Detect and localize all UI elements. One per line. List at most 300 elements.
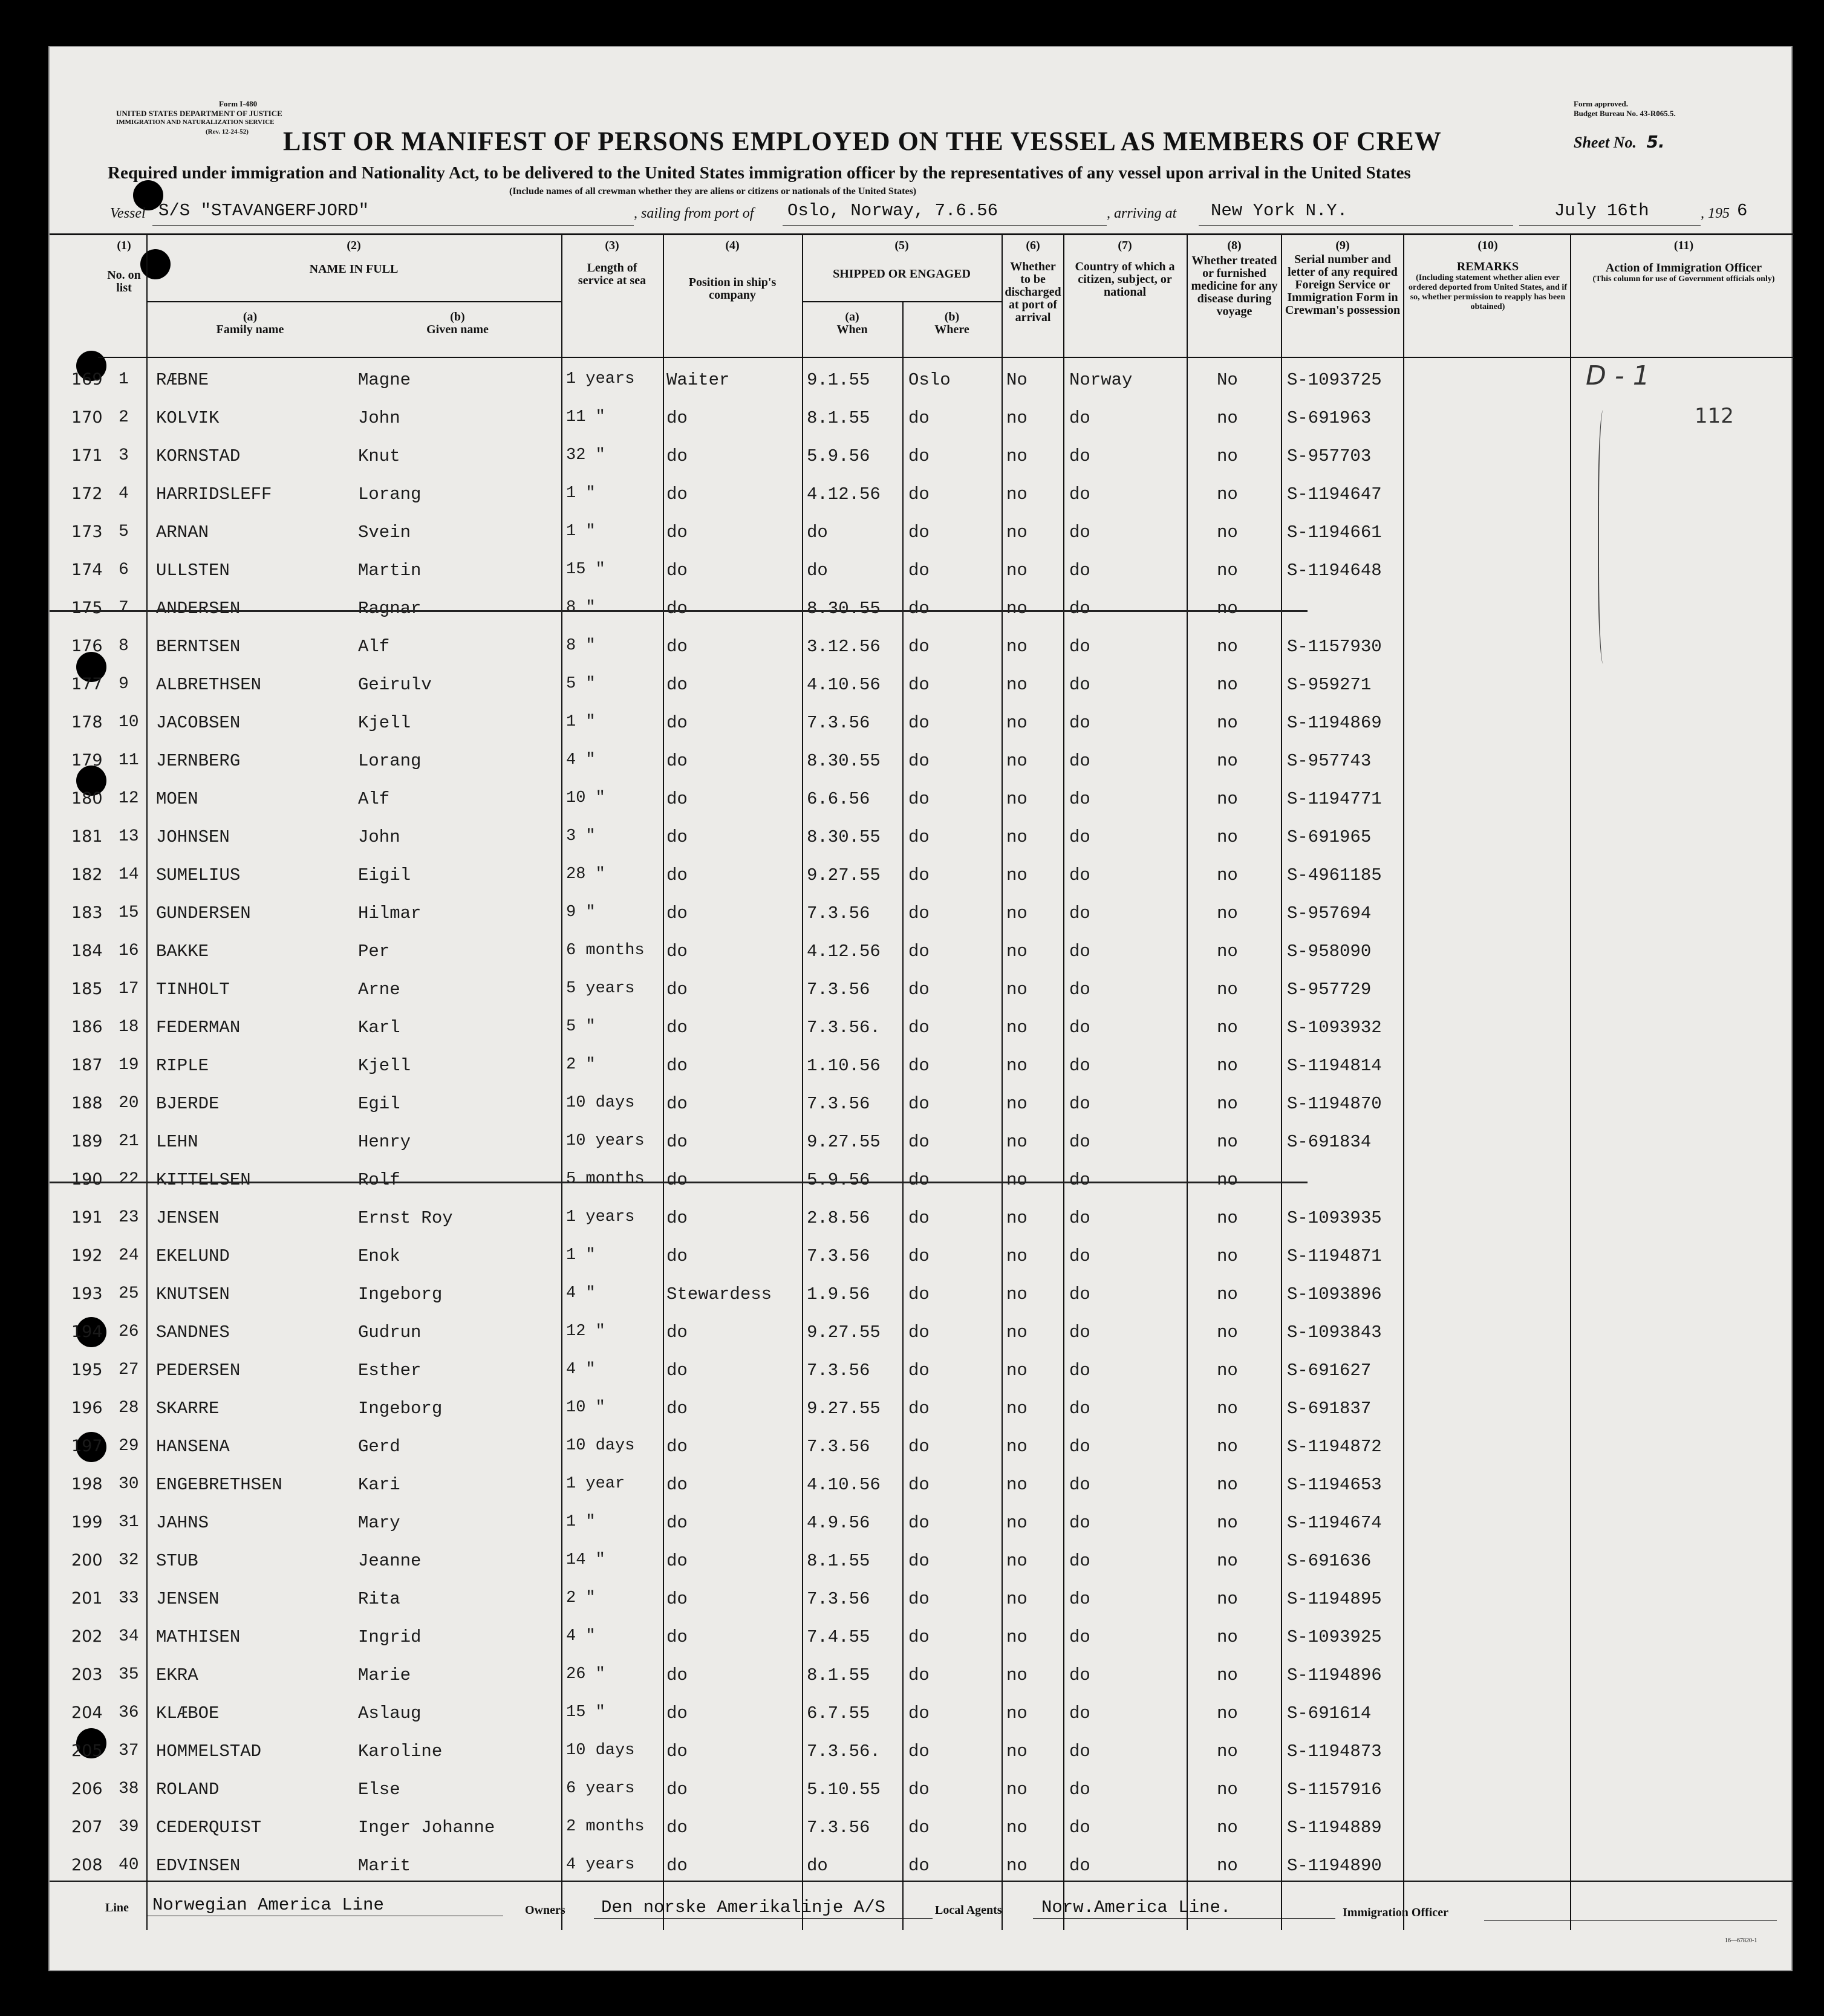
col5-header: SHIPPED OR ENGAGED <box>833 267 971 281</box>
position: do <box>666 1475 688 1495</box>
discharged: no <box>1006 408 1028 428</box>
shipped-where: Oslo <box>908 370 951 390</box>
length-of-service: 10 " <box>566 1399 605 1417</box>
row-reference-number: 179 <box>71 751 103 770</box>
given-name: Marie <box>358 1665 411 1685</box>
row-reference-number: 178 <box>71 713 103 732</box>
treated: no <box>1217 1284 1238 1304</box>
position: Waiter <box>666 370 730 390</box>
position: do <box>666 980 688 1000</box>
col4-number: (4) <box>725 239 740 252</box>
budget-bureau: Budget Bureau No. 43-R065.5. <box>1574 109 1676 118</box>
serial-number: S-691636 <box>1287 1551 1372 1571</box>
table-row <box>50 400 1794 438</box>
serial-number: S-957694 <box>1287 903 1372 923</box>
treated: no <box>1217 484 1238 504</box>
shipped-when: 3.12.56 <box>807 637 881 657</box>
discharged: no <box>1006 903 1028 923</box>
given-name: Ernst Roy <box>358 1208 453 1228</box>
position: do <box>666 789 688 809</box>
vessel-name: S/S "STAVANGERFJORD" <box>158 201 370 221</box>
row-list-number: 20 <box>119 1094 139 1113</box>
col2-header: NAME IN FULL <box>309 262 399 276</box>
discharged: no <box>1006 1208 1028 1228</box>
row-reference-number: 201 <box>71 1589 103 1608</box>
table-row <box>50 1771 1794 1809</box>
given-name: Else <box>358 1780 400 1800</box>
serial-number: S-691627 <box>1287 1361 1372 1380</box>
col5a-letter: (a) <box>845 310 859 324</box>
country: do <box>1069 1856 1090 1876</box>
position: do <box>666 1589 688 1609</box>
discharged: no <box>1006 561 1028 580</box>
owners-label: Owners <box>525 1904 565 1917</box>
shipped-when: 1.9.56 <box>807 1284 870 1304</box>
row-list-number: 15 <box>119 903 139 922</box>
treated: no <box>1217 408 1238 428</box>
family-name: HARRIDSLEFF <box>156 484 272 504</box>
discharged: no <box>1006 980 1028 1000</box>
treated: no <box>1217 1018 1238 1038</box>
shipped-when: 8.1.55 <box>807 1665 870 1685</box>
family-name: ALBRETHSEN <box>156 675 262 695</box>
action-annotation: D - 1 <box>1586 360 1650 391</box>
col1-header: No. on list <box>107 268 141 294</box>
row-list-number: 19 <box>119 1056 139 1075</box>
row-reference-number: 186 <box>71 1018 103 1036</box>
serial-number: S-1157930 <box>1287 637 1382 657</box>
row-list-number: 1 <box>119 370 129 389</box>
arriving-port: New York N.Y. <box>1211 201 1348 221</box>
department-line: UNITED STATES DEPARTMENT OF JUSTICE <box>116 109 282 118</box>
country: do <box>1069 599 1090 619</box>
treated: no <box>1217 1132 1238 1152</box>
treated: no <box>1217 1589 1238 1609</box>
serial-number: S-1194661 <box>1287 522 1382 542</box>
col2b-header: Given name <box>426 323 489 336</box>
length-of-service: 4 " <box>566 1627 596 1645</box>
shipped-where: do <box>908 1246 930 1266</box>
shipped-when: 8.1.55 <box>807 1551 870 1571</box>
shipped-when: 9.27.55 <box>807 1322 881 1342</box>
shipped-where: do <box>908 980 930 1000</box>
serial-number: S-691834 <box>1287 1132 1372 1152</box>
table-row <box>50 1619 1794 1657</box>
line-name: Norwegian America Line <box>152 1895 384 1915</box>
shipped-when: 7.3.56. <box>807 1018 881 1038</box>
position: do <box>666 599 688 619</box>
position: do <box>666 827 688 847</box>
shipped-where: do <box>908 941 930 961</box>
shipped-when: 7.4.55 <box>807 1627 870 1647</box>
discharged: no <box>1006 1170 1028 1190</box>
given-name: Karl <box>358 1018 400 1038</box>
row-reference-number: 180 <box>71 789 103 808</box>
row-reference-number: 184 <box>71 941 103 960</box>
row-list-number: 13 <box>119 827 139 846</box>
col7-number: (7) <box>1118 239 1132 252</box>
length-of-service: 1 year <box>566 1475 625 1493</box>
family-name: LEHN <box>156 1132 198 1152</box>
family-name: BERNTSEN <box>156 637 241 657</box>
shipped-when: 5.9.56 <box>807 1170 870 1190</box>
country: do <box>1069 1208 1090 1228</box>
table-row <box>50 1123 1794 1162</box>
position: do <box>666 561 688 580</box>
sheet-number: 5. <box>1646 132 1665 152</box>
discharged: no <box>1006 789 1028 809</box>
family-name: EDVINSEN <box>156 1856 241 1876</box>
col5-number: (5) <box>894 239 909 252</box>
length-of-service: 15 " <box>566 1703 605 1722</box>
treated: no <box>1217 1170 1238 1190</box>
length-of-service: 1 " <box>566 522 596 541</box>
length-of-service: 14 " <box>566 1551 605 1569</box>
row-reference-number: 175 <box>71 599 103 617</box>
serial-number: S-1194873 <box>1287 1741 1382 1761</box>
table-row <box>50 704 1794 743</box>
col5a-header: When <box>836 323 868 336</box>
shipped-where: do <box>908 675 930 695</box>
table-row <box>50 1428 1794 1466</box>
treated: no <box>1217 1246 1238 1266</box>
discharged: no <box>1006 827 1028 847</box>
given-name: Gerd <box>358 1437 400 1457</box>
discharged: no <box>1006 1627 1028 1647</box>
shipped-where: do <box>908 1589 930 1609</box>
treated: no <box>1217 1818 1238 1838</box>
row-reference-number: 172 <box>71 484 103 503</box>
family-name: ANDERSEN <box>156 599 241 619</box>
serial-number: S-1157916 <box>1287 1780 1382 1800</box>
row-list-number: 10 <box>119 713 139 732</box>
row-reference-number: 207 <box>71 1818 103 1836</box>
table-row <box>50 971 1794 1009</box>
discharged: no <box>1006 1018 1028 1038</box>
given-name: John <box>358 408 400 428</box>
shipped-when: 9.27.55 <box>807 865 881 885</box>
strikethrough-line <box>50 1182 1308 1183</box>
table-row <box>50 628 1794 666</box>
given-name: Rolf <box>358 1170 400 1190</box>
position: do <box>666 675 688 695</box>
row-reference-number: 194 <box>71 1322 103 1341</box>
family-name: STUB <box>156 1551 198 1571</box>
table-row <box>50 514 1794 552</box>
shipped-where: do <box>908 1665 930 1685</box>
form-number: Form I-480 <box>219 99 258 108</box>
country: do <box>1069 522 1090 542</box>
position: do <box>666 522 688 542</box>
col2a-letter: (a) <box>243 310 258 324</box>
shipped-where: do <box>908 1513 930 1533</box>
table-row <box>50 857 1794 895</box>
length-of-service: 9 " <box>566 903 596 922</box>
col10-number: (10) <box>1477 239 1498 252</box>
discharged: no <box>1006 941 1028 961</box>
shipped-when: 7.3.56 <box>807 713 870 733</box>
country: do <box>1069 1437 1090 1457</box>
serial-number: S-1093725 <box>1287 370 1382 390</box>
country: do <box>1069 1018 1090 1038</box>
position: do <box>666 1437 688 1457</box>
position: do <box>666 1361 688 1380</box>
serial-number: S-1093896 <box>1287 1284 1382 1304</box>
shipped-when: 4.10.56 <box>807 1475 881 1495</box>
position: do <box>666 751 688 771</box>
length-of-service: 4 " <box>566 751 596 769</box>
treated: no <box>1217 827 1238 847</box>
country: do <box>1069 1284 1090 1304</box>
length-of-service: 5 " <box>566 675 596 693</box>
shipped-when: 8.30.55 <box>807 827 881 847</box>
row-reference-number: 189 <box>71 1132 103 1151</box>
col4-header: Position in ship's company <box>688 276 777 302</box>
col2-number: (2) <box>347 239 361 252</box>
row-list-number: 26 <box>119 1322 139 1341</box>
table-row <box>50 552 1794 590</box>
row-list-number: 39 <box>119 1818 139 1836</box>
country: do <box>1069 1132 1090 1152</box>
given-name: Rita <box>358 1589 400 1609</box>
discharged: no <box>1006 1703 1028 1723</box>
table-row <box>50 1695 1794 1733</box>
length-of-service: 8 " <box>566 637 596 655</box>
family-name: MATHISEN <box>156 1627 241 1647</box>
col3-number: (3) <box>605 239 619 252</box>
position: do <box>666 1513 688 1533</box>
row-list-number: 9 <box>119 675 129 694</box>
family-name: EKELUND <box>156 1246 230 1266</box>
col8-number: (8) <box>1227 239 1242 252</box>
table-row <box>50 1657 1794 1695</box>
position: do <box>666 1170 688 1190</box>
row-list-number: 23 <box>119 1208 139 1227</box>
sailing-port: Oslo, Norway, 7.6.56 <box>787 201 998 221</box>
shipped-where: do <box>908 1475 930 1495</box>
given-name: Eigil <box>358 865 411 885</box>
shipped-where: do <box>908 789 930 809</box>
table-row <box>50 362 1794 400</box>
treated: no <box>1217 446 1238 466</box>
serial-number: S-1194895 <box>1287 1589 1382 1609</box>
treated: no <box>1217 789 1238 809</box>
country: Norway <box>1069 370 1133 390</box>
col11-header: Action of Immigration Officer <box>1605 261 1762 275</box>
serial-number: S-1194870 <box>1287 1094 1382 1114</box>
table-row <box>50 895 1794 933</box>
shipped-where: do <box>908 1322 930 1342</box>
row-list-number: 36 <box>119 1703 139 1722</box>
given-name: Lorang <box>358 484 422 504</box>
row-list-number: 28 <box>119 1399 139 1417</box>
country: do <box>1069 827 1090 847</box>
serial-number: S-1093925 <box>1287 1627 1382 1647</box>
length-of-service: 10 days <box>566 1741 635 1760</box>
country: do <box>1069 980 1090 1000</box>
col2b-letter: (b) <box>450 310 465 324</box>
row-reference-number: 176 <box>71 637 103 655</box>
position: do <box>666 1780 688 1800</box>
given-name: Martin <box>358 561 422 580</box>
discharged: no <box>1006 713 1028 733</box>
treated: no <box>1217 751 1238 771</box>
discharged: no <box>1006 1856 1028 1876</box>
revision-date: (Rev. 12-24-52) <box>206 128 249 135</box>
row-list-number: 33 <box>119 1589 139 1608</box>
col8-header: Whether treated or furnished medicine for any disease during voyage <box>1191 254 1278 318</box>
agents-label: Local Agents <box>935 1904 1002 1917</box>
col2a-header: Family name <box>216 323 284 336</box>
table-row <box>50 1162 1794 1200</box>
shipped-where: do <box>908 1284 930 1304</box>
manifest-title: LIST OR MANIFEST OF PERSONS EMPLOYED ON THE VESSEL AS MEMBERS OF CREW <box>283 126 1442 156</box>
shipped-when: 4.10.56 <box>807 675 881 695</box>
shipped-when: 5.10.55 <box>807 1780 881 1800</box>
row-list-number: 11 <box>119 751 139 770</box>
shipped-when: 7.3.56. <box>807 1741 881 1761</box>
length-of-service: 5 months <box>566 1170 645 1188</box>
col7-header: Country of which a citizen, subject, or national <box>1075 260 1175 299</box>
row-reference-number: 170 <box>71 408 103 427</box>
year-value: 6 <box>1737 201 1748 221</box>
discharged: no <box>1006 1437 1028 1457</box>
row-reference-number: 202 <box>71 1627 103 1646</box>
treated: no <box>1217 1208 1238 1228</box>
country: do <box>1069 1056 1090 1076</box>
year-label: , 195 <box>1701 206 1730 221</box>
treated: no <box>1217 1322 1238 1342</box>
shipped-when: do <box>807 1856 828 1876</box>
col10-note: (Including statement whether alien ever ordered deported from United States, and if so, whether permission to reapply has been obtained) <box>1409 273 1567 311</box>
country: do <box>1069 713 1090 733</box>
family-name: KORNSTAD <box>156 446 241 466</box>
col5b-letter: (b) <box>944 310 960 324</box>
row-list-number: 25 <box>119 1284 139 1303</box>
treated: no <box>1217 1551 1238 1571</box>
country: do <box>1069 1246 1090 1266</box>
length-of-service: 2 months <box>566 1818 645 1836</box>
given-name: Arne <box>358 980 400 1000</box>
shipped-where: do <box>908 1741 930 1761</box>
serial-number: S-1093932 <box>1287 1018 1382 1038</box>
position: do <box>666 1246 688 1266</box>
treated: no <box>1217 1627 1238 1647</box>
row-list-number: 6 <box>119 561 129 579</box>
table-row <box>50 666 1794 704</box>
family-name: RIPLE <box>156 1056 209 1076</box>
given-name: Geirulv <box>358 675 432 695</box>
row-reference-number: 171 <box>71 446 103 465</box>
action-count: 112 <box>1695 404 1734 428</box>
treated: no <box>1217 1513 1238 1533</box>
row-list-number: 3 <box>119 446 129 465</box>
shipped-when: 4.9.56 <box>807 1513 870 1533</box>
serial-number: S-957729 <box>1287 980 1372 1000</box>
shipped-when: 6.6.56 <box>807 789 870 809</box>
table-row <box>50 781 1794 819</box>
shipped-when: 9.27.55 <box>807 1399 881 1419</box>
given-name: Svein <box>358 522 411 542</box>
shipped-when: 7.3.56 <box>807 1361 870 1380</box>
row-list-number: 7 <box>119 599 129 617</box>
position: do <box>666 1132 688 1152</box>
family-name: KITTELSEN <box>156 1170 251 1190</box>
treated: no <box>1217 675 1238 695</box>
country: do <box>1069 1170 1090 1190</box>
serial-number: S-691837 <box>1287 1399 1372 1419</box>
family-name: RÆBNE <box>156 370 209 390</box>
row-list-number: 21 <box>119 1132 139 1151</box>
position: do <box>666 1741 688 1761</box>
country: do <box>1069 561 1090 580</box>
length-of-service: 32 " <box>566 446 605 464</box>
row-list-number: 32 <box>119 1551 139 1570</box>
discharged: no <box>1006 446 1028 466</box>
length-of-service: 5 years <box>566 980 635 998</box>
family-name: ENGEBRETHSEN <box>156 1475 282 1495</box>
shipped-when: 2.8.56 <box>807 1208 870 1228</box>
treated: no <box>1217 713 1238 733</box>
shipped-where: do <box>908 1818 930 1838</box>
country: do <box>1069 1551 1090 1571</box>
shipped-where: do <box>908 903 930 923</box>
position: do <box>666 1208 688 1228</box>
length-of-service: 1 " <box>566 713 596 731</box>
family-name: ARNAN <box>156 522 209 542</box>
country: do <box>1069 637 1090 657</box>
serial-number: S-1194653 <box>1287 1475 1382 1495</box>
table-row <box>50 1352 1794 1390</box>
row-list-number: 16 <box>119 941 139 960</box>
country: do <box>1069 1818 1090 1838</box>
serial-number: S-959271 <box>1287 675 1372 695</box>
length-of-service: 10 years <box>566 1132 645 1150</box>
shipped-where: do <box>908 1094 930 1114</box>
country: do <box>1069 484 1090 504</box>
table-row <box>50 1009 1794 1047</box>
table-row <box>50 1847 1794 1885</box>
serial-number: S-1194648 <box>1287 561 1382 580</box>
shipped-when: 4.12.56 <box>807 484 881 504</box>
given-name: Ingeborg <box>358 1399 443 1419</box>
row-list-number: 38 <box>119 1780 139 1798</box>
row-reference-number: 177 <box>71 675 103 694</box>
immigration-officer-label: Immigration Officer <box>1343 1906 1448 1919</box>
position: do <box>666 713 688 733</box>
country: do <box>1069 1513 1090 1533</box>
length-of-service: 4 " <box>566 1284 596 1302</box>
family-name: JOHNSEN <box>156 827 230 847</box>
country: do <box>1069 865 1090 885</box>
serial-number: S-1194869 <box>1287 713 1382 733</box>
header-bottom-rule <box>98 357 1794 358</box>
serial-number: S-1194674 <box>1287 1513 1382 1533</box>
family-name: TINHOLT <box>156 980 230 1000</box>
line-label: Line <box>105 1901 129 1914</box>
family-name: SANDNES <box>156 1322 230 1342</box>
treated: no <box>1217 637 1238 657</box>
discharged: no <box>1006 522 1028 542</box>
country: do <box>1069 789 1090 809</box>
given-name: Gudrun <box>358 1322 422 1342</box>
row-reference-number: 203 <box>71 1665 103 1684</box>
form-approved: Form approved. <box>1574 99 1629 108</box>
position: do <box>666 1818 688 1838</box>
given-name: Jeanne <box>358 1551 422 1571</box>
shipped-where: do <box>908 561 930 580</box>
position: do <box>666 408 688 428</box>
